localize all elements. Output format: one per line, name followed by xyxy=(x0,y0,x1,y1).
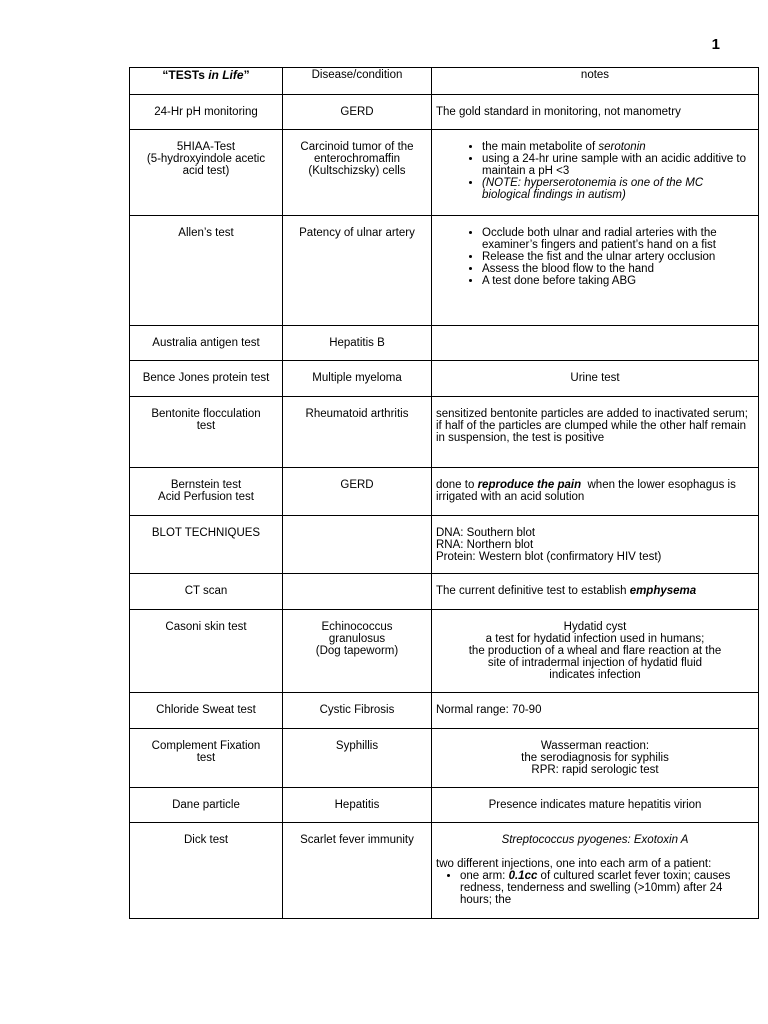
list-item: • Release the fist and the ulnar artery occlusion xyxy=(482,251,754,263)
bullet-list xyxy=(436,227,754,287)
list-item: • the main metabolite of serotonin xyxy=(482,141,754,153)
list-item: • Assess the blood flow to the hand xyxy=(482,263,754,275)
table-row: Complement Fixation test Syphillis Wasserman reaction: the serodiagnosis for syphilis RPR: rapid serologic test xyxy=(130,729,759,788)
table-header-row xyxy=(130,68,759,95)
table-row: Dane particle Hepatitis Presence indicates mature hepatitis virion xyxy=(130,788,759,823)
bullet-list xyxy=(436,870,754,906)
table-row: Bentonite flocculation test Rheumatoid arthritis sensitized bentonite particles are added to inactivated serum; if half of the particles are clumped while the other half remain in suspension, the test is positive xyxy=(130,397,759,468)
table-row: Chloride Sweat test Cystic Fibrosis Normal range: 70-90 xyxy=(130,693,759,729)
table-row: BLOT TECHNIQUES DNA: Southern blot RNA: Northern blot Protein: Western blot (confirmatory HIV test) xyxy=(130,516,759,574)
list-item: • A test done before taking ABG xyxy=(482,275,754,287)
table-row: Bence Jones protein test Multiple myeloma Urine test xyxy=(130,361,759,397)
table-row: Bernstein test Acid Perfusion test GERD done to reproduce the pain when the lower esophagus is irrigated with an acid solution xyxy=(130,468,759,516)
table-row: 5HIAA-Test (5-hydroxyindole acetic acid test) Carcinoid tumor of the enterochromaffin (Kultschizsky) cells • the main metabolite of serotonin • using a 24-hr urine sample with an acidic additive to maintain a pH <3 • (NOTE: hyperserotonemia is one of the MC biological findings in autism) xyxy=(130,130,759,216)
table-row: CT scan The current definitive test to establish emphysema xyxy=(130,574,759,610)
table-row: Allen’s test Patency of ulnar artery • Occlude both ulnar and radial arteries with the examiner’s fingers and patient’s hand on a fist • Release the fist and the ulnar artery occlusion • Assess the blood flow to the hand • A test done before taking ABG xyxy=(130,216,759,326)
table-row: Dick test Scarlet fever immunity Streptococcus pyogenes: Exotoxin A two different injections, one into each arm of a patient: • one arm: 0.1cc of cultured scarlet fever toxin; causes redness, tenderness and swelling (>10mm) after 24 hours; the xyxy=(130,823,759,919)
table-row: Australia antigen test Hepatitis B xyxy=(130,326,759,361)
header-disease: Disease/condition xyxy=(283,68,432,95)
list-item: • using a 24-hr urine sample with an acidic additive to maintain a pH <3 xyxy=(482,153,754,177)
page-number: 1 xyxy=(711,36,720,53)
tests-table xyxy=(129,67,759,919)
list-item: • (NOTE: hyperserotonemia is one of the MC biological findings in autism) xyxy=(482,177,754,201)
header-title: “TESTs in Life” xyxy=(130,68,283,95)
bullet-list xyxy=(436,141,754,201)
header-notes: notes xyxy=(432,68,759,95)
list-item: • one arm: 0.1cc of cultured scarlet fever toxin; causes redness, tenderness and swelling (>10mm) after 24 hours; the xyxy=(460,870,754,906)
table-row: Casoni skin test Echinococcus granulosus (Dog tapeworm) Hydatid cyst a test for hydatid infection used in humans; the production of a wheal and flare reaction at the site of intradermal injection of hydatid fluid indicates infection xyxy=(130,610,759,693)
table-row: 24-Hr pH monitoring GERD The gold standard in monitoring, not manometry xyxy=(130,95,759,130)
list-item: • Occlude both ulnar and radial arteries with the examiner’s fingers and patient’s hand on a fist xyxy=(482,227,754,251)
